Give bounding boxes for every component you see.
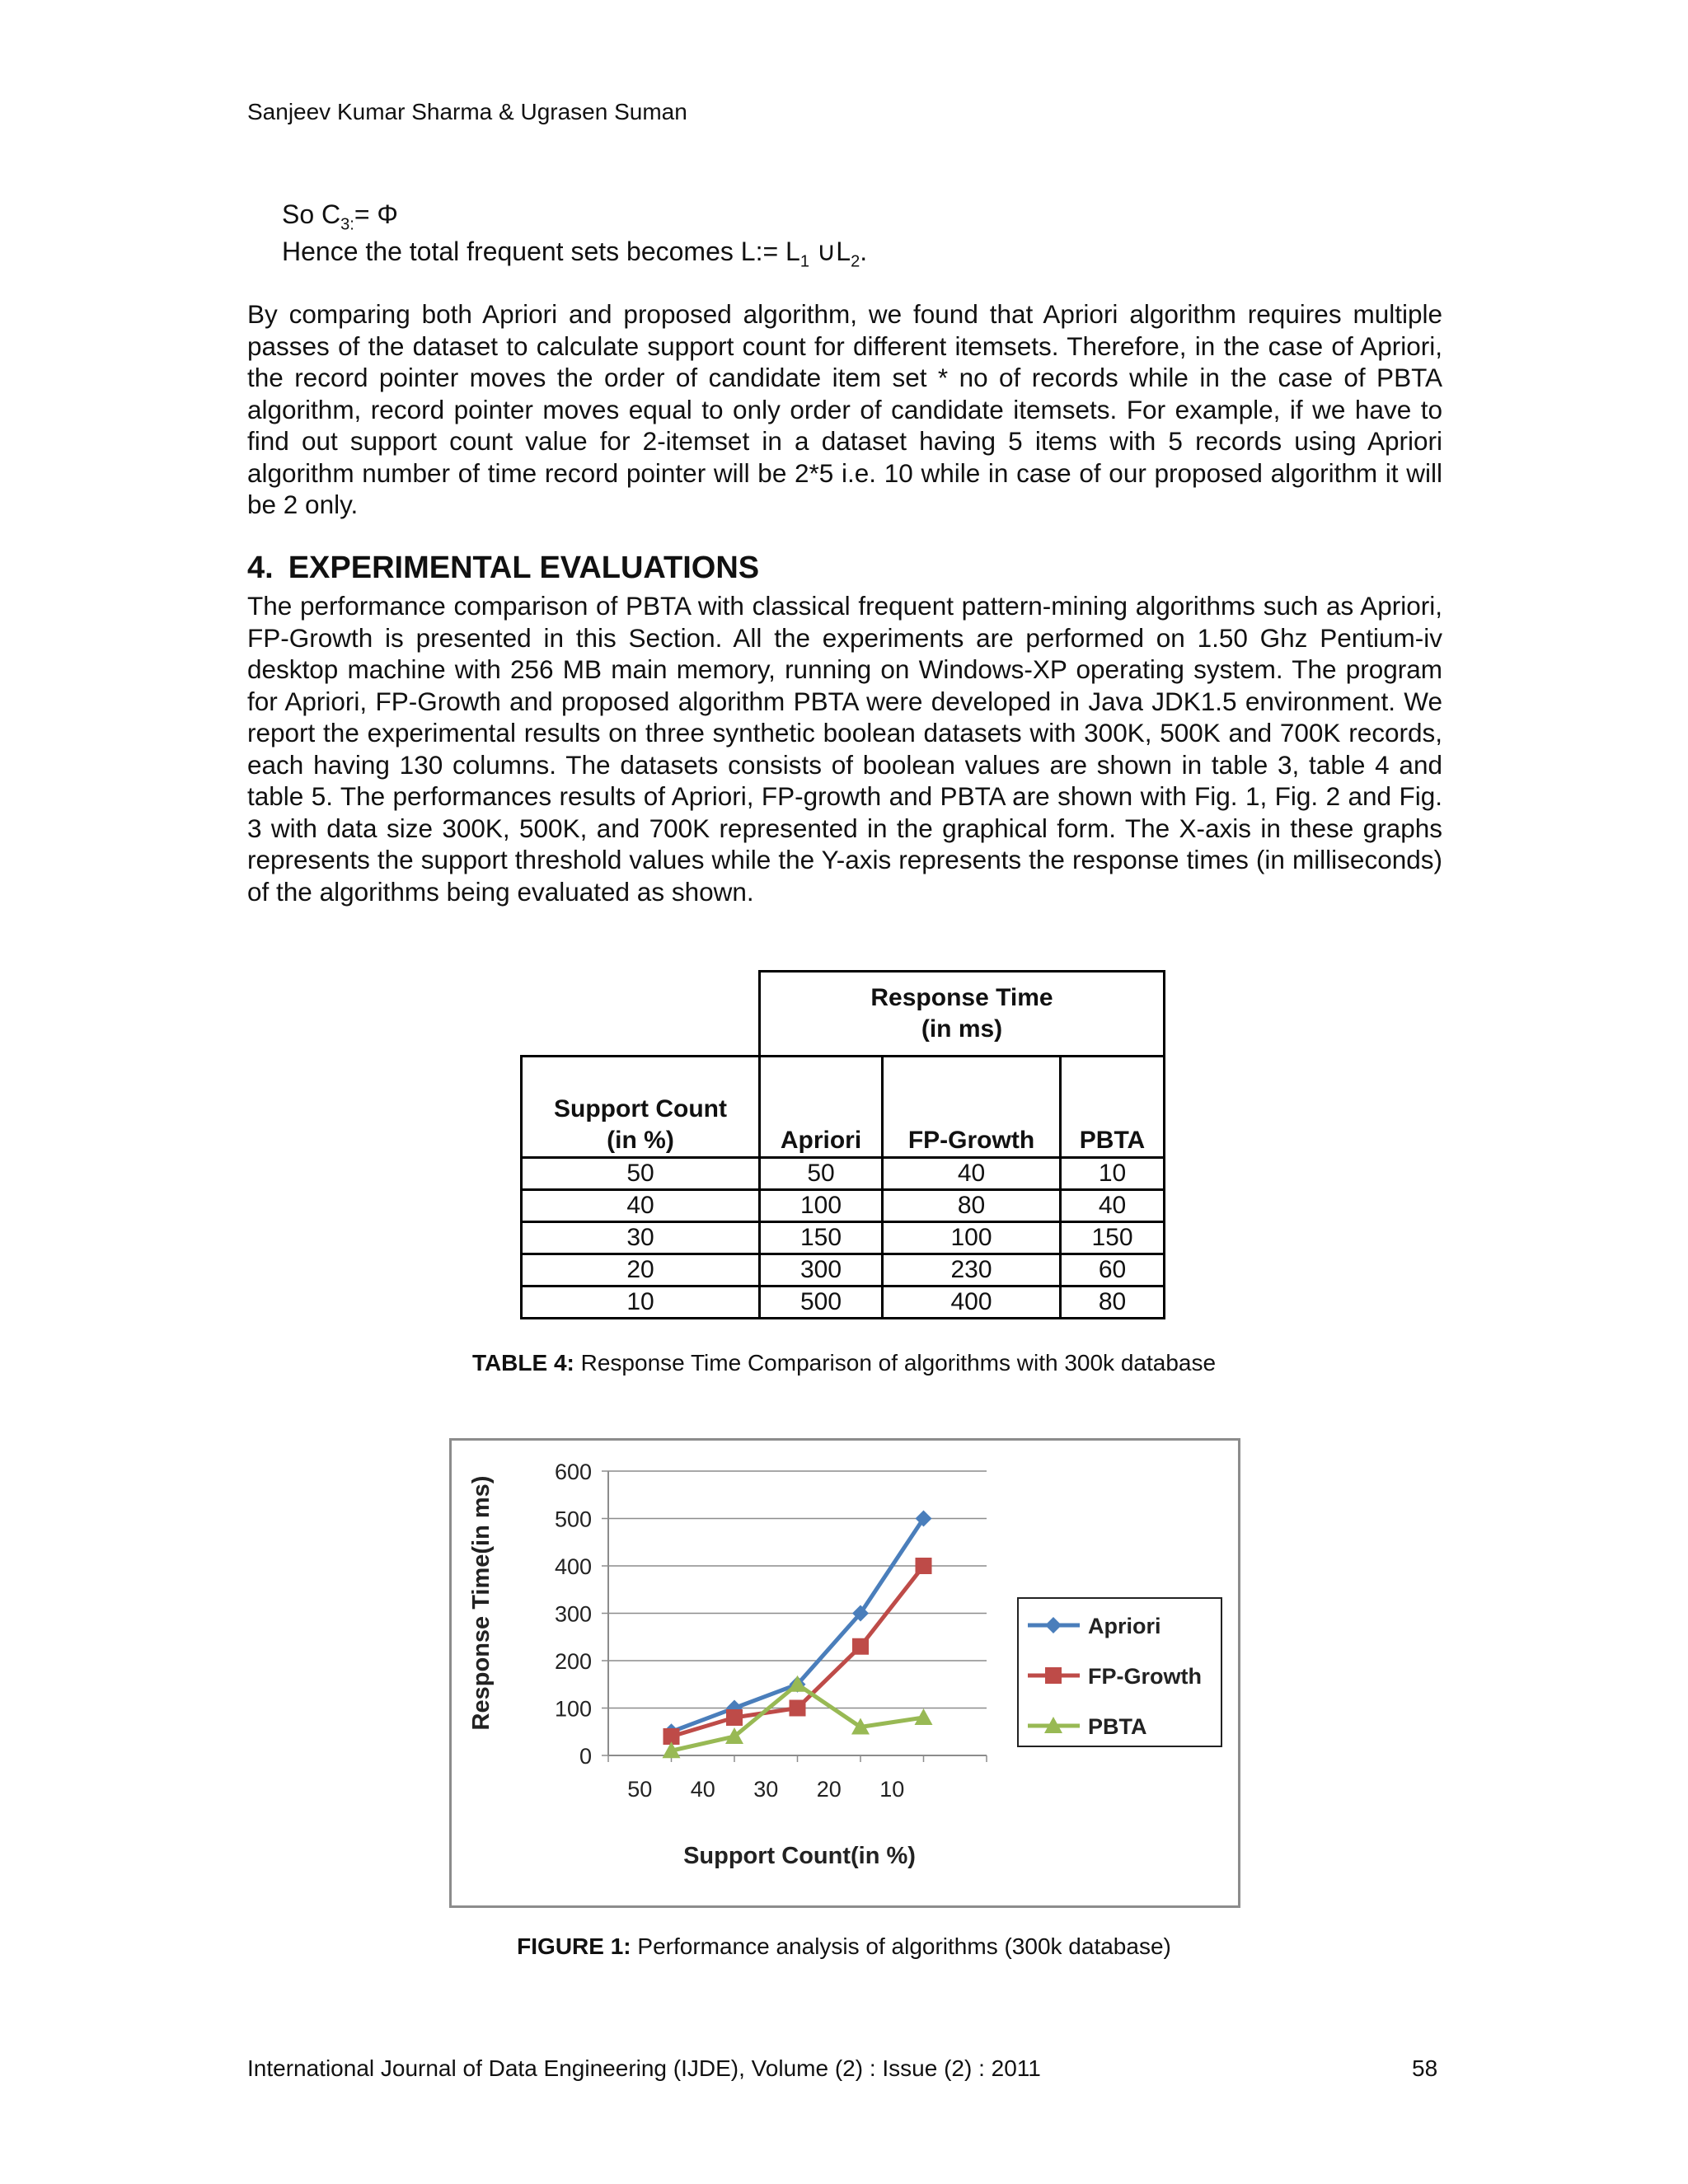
table-row	[522, 1190, 1165, 1222]
chart-point-fp-growth	[916, 1558, 932, 1574]
chart-x-tick-label: 30	[753, 1777, 779, 1802]
table-cell: 20	[522, 1254, 760, 1286]
table-cell: 150	[760, 1222, 883, 1254]
table-cell: 100	[760, 1190, 883, 1222]
figure-caption	[0, 1933, 1688, 1960]
chart-legend-label-fp-growth: FP-Growth	[1088, 1664, 1202, 1689]
table-header-pbta: PBTA	[1061, 1057, 1165, 1158]
chart-point-fp-growth	[790, 1700, 806, 1717]
table-cell: 10	[1061, 1158, 1165, 1190]
chart-x-axis-label: Support Count(in %)	[683, 1843, 916, 1869]
section-number: 4.	[247, 551, 274, 585]
chart-y-tick-label: 0	[579, 1744, 592, 1769]
formula-total-mid: ∪L	[809, 237, 851, 266]
formula-total-sub2: 2	[851, 252, 860, 271]
chart-x-tick-label: 10	[879, 1777, 905, 1802]
table-cell: 40	[522, 1190, 760, 1222]
chart-legend-marker-fp-growth	[1045, 1667, 1062, 1684]
table-caption	[0, 1350, 1688, 1376]
formula-total-sub1: 1	[799, 252, 809, 271]
table-header-fp-growth: FP-Growth	[883, 1057, 1061, 1158]
chart-legend	[1018, 1598, 1221, 1746]
footer-journal: International Journal of Data Engineering (IJDE), Volume (2) : Issue (2) : 2011	[247, 2055, 1041, 2081]
table-row	[522, 1254, 1165, 1286]
chart-y-axis-label: Response Time(in ms)	[468, 1475, 495, 1731]
table-cell: 500	[760, 1286, 883, 1319]
table-cell: 60	[1061, 1254, 1165, 1286]
chart-point-fp-growth	[852, 1638, 869, 1655]
formula-c3	[282, 199, 398, 234]
chart-legend-label-apriori: Apriori	[1088, 1614, 1161, 1638]
table-cell: 40	[883, 1158, 1061, 1190]
formula-total-prefix: Hence the total frequent sets becomes L:= L	[282, 237, 800, 266]
table-header-support-line2: (in %)	[607, 1127, 674, 1154]
table-cell: 80	[1061, 1286, 1165, 1319]
chart-legend-label-pbta: PBTA	[1088, 1714, 1147, 1739]
page-number: 58	[1412, 2055, 1438, 2081]
table-cell: 10	[522, 1286, 760, 1319]
formula-c3-suffix: = Φ	[354, 199, 398, 229]
formula-c3-subscript: 3:	[340, 215, 354, 234]
table-cell: 50	[522, 1158, 760, 1190]
chart-x-tick-label: 20	[816, 1777, 842, 1802]
chart-x-tick-label: 50	[627, 1777, 653, 1802]
figure-caption-text: Performance analysis of algorithms (300k database)	[631, 1933, 1171, 1959]
table-cell: 230	[883, 1254, 1061, 1286]
formula-c3-prefix: So C	[282, 199, 341, 229]
formula-total-frequent-sets	[282, 236, 867, 271]
figure-caption-label: FIGURE 1:	[517, 1933, 631, 1959]
chart-point-fp-growth	[726, 1709, 743, 1726]
table-group-header-line2: (in ms)	[921, 1015, 1003, 1043]
table-header-apriori: Apriori	[760, 1057, 883, 1158]
table-cell: 300	[760, 1254, 883, 1286]
table-row	[522, 1222, 1165, 1254]
table-header-support-line1: Support Count	[554, 1095, 727, 1122]
section-heading	[247, 551, 759, 586]
chart-x-tick-label: 40	[690, 1777, 715, 1802]
table-caption-label: TABLE 4:	[471, 1350, 574, 1376]
chart-y-tick-label: 600	[554, 1460, 592, 1484]
table-column-header-row	[522, 1057, 1165, 1158]
table-caption-text: Response Time Comparison of algorithms with 300k database	[574, 1350, 1217, 1376]
table-group-header	[760, 972, 1165, 1057]
table-cell: 150	[1061, 1222, 1165, 1254]
table-header-support-count	[522, 1057, 760, 1158]
table-cell: 40	[1061, 1190, 1165, 1222]
paragraph-comparison: By comparing both Apriori and proposed algorithm, we found that Apriori algorithm requires multiple passes of the dataset to calculate support count for different itemsets. Therefore, in the case of Apriori, the record pointer moves the order of candidate item set * no of records while in the case of PBTA algorithm, record pointer moves equal to only order of candidate itemsets. For example, if we have to find out support count value for 2-itemset in a dataset having 5 items with 5 records using Apriori algorithm number of time record pointer will be 2*5 i.e. 10 while in case of our proposed algorithm it will be 2 only.	[247, 299, 1442, 519]
chart-y-tick-label: 100	[554, 1696, 592, 1722]
table-cell: 100	[883, 1222, 1061, 1254]
formula-total-suffix: .	[860, 237, 868, 266]
table-group-header-row	[522, 972, 1165, 1057]
table-cell: 80	[883, 1190, 1061, 1222]
response-time-table	[520, 970, 1165, 1319]
paragraph-experiments: The performance comparison of PBTA with classical frequent pattern-mining algorithms such as Apriori, FP-Growth is presented in this Section. All the experiments are performed on 1.50 Ghz Pentium-iv desktop machine with 256 MB main memory, running on Windows-XP operating system. The program for Apriori, FP-Growth and proposed algorithm PBTA were developed in Java JDK1.5 environment. We report the experimental results on three synthetic boolean datasets with 300K, 500K and 700K records, each having 130 columns. The datasets consists of boolean values are shown in table 3, table 4 and table 5. The performances results of Apriori, FP-growth and PBTA are shown with Fig. 1, Fig. 2 and Fig. 3 with data size 300K, 500K, and 700K represented in the graphical form. The X-axis in these graphs represents the support threshold values while the Y-axis represents the response times (in milliseconds) of the algorithms being evaluated as shown.	[247, 591, 1442, 907]
running-head-authors: Sanjeev Kumar Sharma & Ugrasen Suman	[247, 99, 687, 124]
table-row	[522, 1286, 1165, 1319]
table-cell: 50	[760, 1158, 883, 1190]
table-group-header-line1: Response Time	[870, 984, 1053, 1011]
table-empty-corner	[522, 972, 760, 1057]
chart-y-tick-label: 500	[554, 1507, 592, 1532]
table-cell: 30	[522, 1222, 760, 1254]
chart-y-tick-label: 400	[554, 1554, 592, 1579]
chart-y-tick-label: 300	[554, 1601, 592, 1627]
table-cell: 400	[883, 1286, 1061, 1319]
section-title: EXPERIMENTAL EVALUATIONS	[288, 551, 760, 585]
table-row	[522, 1158, 1165, 1190]
chart-y-tick-label: 200	[554, 1649, 592, 1674]
performance-line-chart	[449, 1438, 1240, 1908]
